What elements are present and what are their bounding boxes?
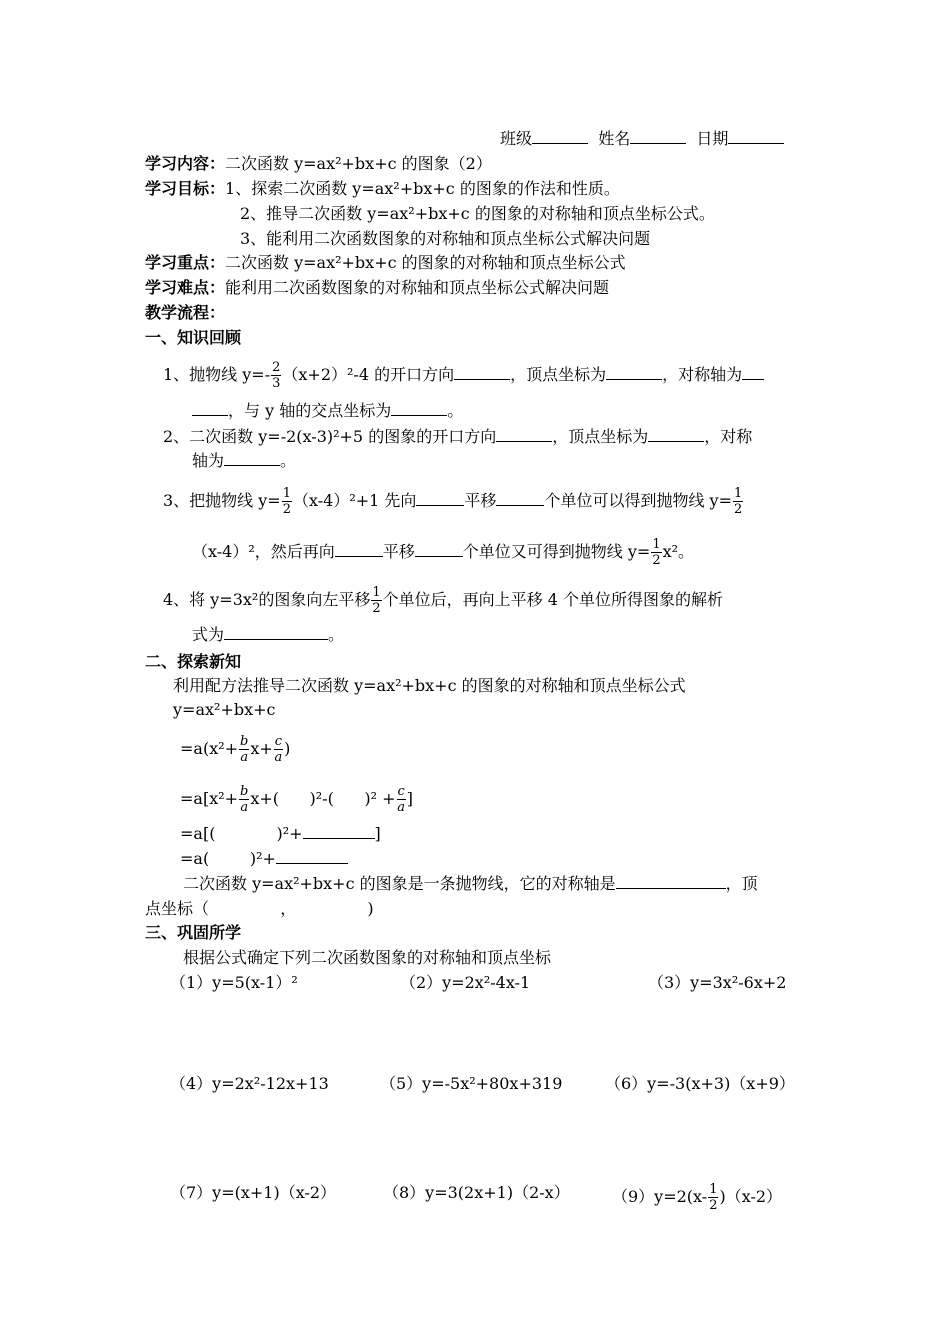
exercise-1: （1）y=5(x-1）² <box>170 973 298 992</box>
answer-blank[interactable] <box>496 491 544 506</box>
answer-blank[interactable] <box>454 365 510 380</box>
explore-intro: 利用配方法推导二次函数 y=ax²+bx+c 的图象的对称轴和顶点坐标公式 <box>173 676 686 695</box>
fraction: $\frac{1}{2}$ <box>733 486 743 517</box>
section-consolidate: 三、巩固所学 <box>145 923 242 942</box>
answer-blank[interactable] <box>303 824 375 839</box>
fraction: $\frac{1}{2}$ <box>372 585 381 616</box>
derivation-step-0: y=ax²+bx+c <box>173 700 276 719</box>
fraction: $\frac{c}{a}$ <box>274 734 283 765</box>
section-review: 一、知识回顾 <box>145 328 242 347</box>
difficulty-line <box>145 277 609 299</box>
content-line <box>145 153 492 175</box>
date-blank[interactable] <box>728 129 784 144</box>
answer-blank[interactable] <box>224 625 328 640</box>
class-blank[interactable] <box>532 129 588 144</box>
header-fields <box>500 128 784 150</box>
derivation-step-2: =a[x²+ $\frac{b}{a}$ x+( )²-( )² + $\frac{c}{a}$ ] <box>180 784 414 815</box>
answer-blank[interactable] <box>648 427 704 442</box>
exercise-5: （5）y=-5x²+80x+319 <box>380 1074 563 1093</box>
goal-1: 1、探索二次函数 y=ax²+bx+c 的图象的作法和性质。 <box>225 179 620 198</box>
exercise-7: （7）y=(x+1)（x-2） <box>170 1183 337 1202</box>
difficulty-label: 学习难点： <box>145 278 226 297</box>
class-label: 班级 <box>500 129 533 148</box>
content-label: 学习内容： <box>145 154 226 173</box>
answer-blank[interactable] <box>616 874 726 889</box>
answer-blank[interactable] <box>606 365 662 380</box>
content-text: 二次函数 y=ax²+bx+c 的图象（2） <box>225 154 492 173</box>
goals-line <box>145 178 620 200</box>
answer-blank[interactable] <box>391 401 447 416</box>
key-label: 学习重点： <box>145 253 226 272</box>
difficulty-text: 能利用二次函数图象的对称轴和顶点坐标公式解决问题 <box>225 278 610 297</box>
explore-conclusion <box>183 873 758 895</box>
key-text: 二次函数 y=ax²+bx+c 的图象的对称轴和顶点坐标公式 <box>225 253 626 272</box>
review-q3: 3、把抛物线 y= $\frac{1}{2}$ （x-4）²+1 先向 平移 个单位可以得到抛物线 y= $\frac{1}{2}$ <box>163 486 743 517</box>
answer-blank[interactable] <box>742 365 764 380</box>
fraction: $\frac{1}{2}$ <box>282 486 291 517</box>
exercise-6: （6）y=-3(x+3)（x+9） <box>605 1074 795 1093</box>
answer-blank[interactable] <box>224 451 280 466</box>
fraction: $\frac{b}{a}$ <box>240 784 249 815</box>
goals-label: 学习目标： <box>145 179 226 198</box>
review-q4: 4、将 y=3x²的图象向左平移 $\frac{1}{2}$ 个单位后，再向上平移 4 个单位所得图象的解析 <box>163 585 723 616</box>
answer-blank[interactable] <box>416 491 464 506</box>
name-label: 姓名 <box>598 129 631 148</box>
name-blank[interactable] <box>630 129 686 144</box>
fraction: $\frac{1}{2}$ <box>652 537 661 568</box>
fraction: $\frac{1}{2}$ <box>709 1182 718 1213</box>
goal-2: 2、推导二次函数 y=ax²+bx+c 的图象的对称轴和顶点坐标公式。 <box>240 204 715 223</box>
conclusion-suffix: ，顶 <box>725 874 758 893</box>
explore-conclusion-cont: 点坐标（ ， ) <box>145 899 374 918</box>
review-q1-cont: ，与 y 轴的交点坐标为 。 <box>192 400 463 422</box>
review-q3-cont: （x-4）²，然后再向 平移 个单位又可得到抛物线 y= $\frac{1}{2}$ x²。 <box>192 537 695 568</box>
answer-blank[interactable] <box>496 427 552 442</box>
answer-blank[interactable] <box>335 542 383 557</box>
derivation-step-3: =a[( )²+ ] <box>180 824 381 843</box>
review-q1: 1、抛物线 y=- $\frac{2}{3}$ （x+2）²-4 的开口方向 ，顶点坐标为 ，对称轴为 <box>163 360 764 391</box>
derivation-step-4: =a( )²+ <box>180 848 348 870</box>
date-label: 日期 <box>696 129 729 148</box>
flow-label: 教学流程： <box>145 303 226 322</box>
derivation-step-1: =a(x²+ $\frac{b}{a}$ x+ $\frac{c}{a}$ ) <box>180 734 291 765</box>
exercise-9: （9）y=2(x- $\frac{1}{2}$ )（x-2） <box>612 1182 783 1213</box>
answer-blank[interactable] <box>192 401 228 416</box>
exercise-4: （4）y=2x²-12x+13 <box>170 1074 329 1093</box>
consolidate-intro: 根据公式确定下列二次函数图象的对称轴和顶点坐标 <box>183 948 552 967</box>
review-q2-cont: 轴为 。 <box>192 451 297 470</box>
answer-blank[interactable] <box>415 542 463 557</box>
key-line <box>145 252 626 274</box>
review-q2: 2、二次函数 y=-2(x-3)²+5 的图象的开口方向 ，顶点坐标为 ，对称 <box>163 427 753 446</box>
exercise-8: （8）y=3(2x+1)（2-x） <box>383 1183 570 1202</box>
answer-blank[interactable] <box>276 849 348 864</box>
section-explore: 二、探索新知 <box>145 652 242 671</box>
fraction: $\frac{2}{3}$ <box>272 360 281 391</box>
goal-3: 3、能利用二次函数图象的对称轴和顶点坐标公式解决问题 <box>240 229 651 248</box>
fraction: $\frac{b}{a}$ <box>240 734 249 765</box>
conclusion-text: 二次函数 y=ax²+bx+c 的图象是一条抛物线，它的对称轴是 <box>183 874 616 893</box>
fraction: $\frac{c}{a}$ <box>397 784 406 815</box>
review-q4-cont: 式为 。 <box>192 625 345 644</box>
exercise-2: （2）y=2x²-4x-1 <box>400 973 531 992</box>
exercise-3: （3）y=3x²-6x+2 <box>648 973 787 992</box>
vertex-label: 点坐标（ <box>145 899 210 918</box>
